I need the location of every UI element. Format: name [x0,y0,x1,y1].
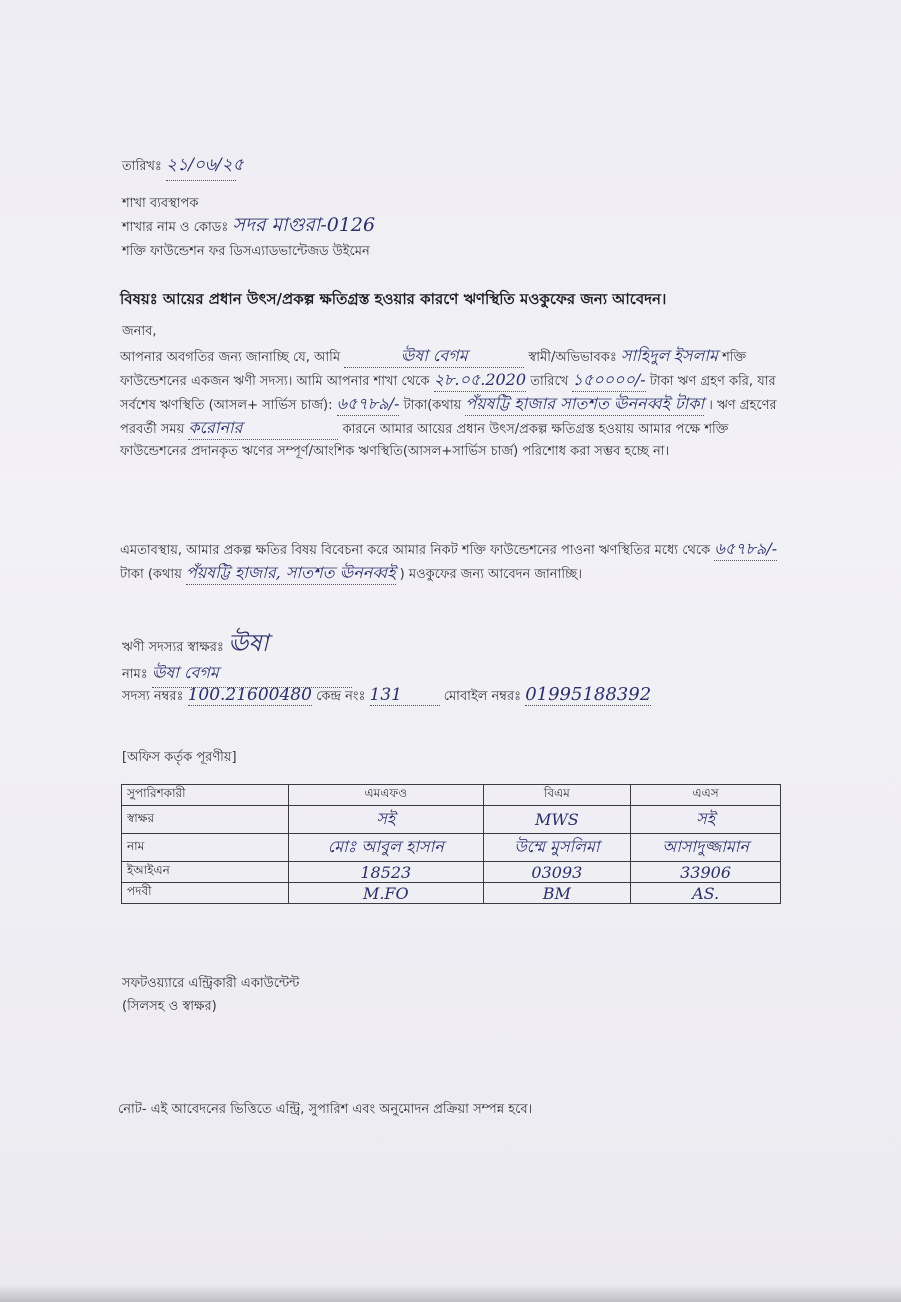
page-edge-shadow [0,1284,901,1302]
mobile-value: 01995188392 [525,684,652,705]
bm-signature: MWS [534,810,579,829]
table-row [122,834,781,862]
col-bm: বিএম [483,785,631,806]
p1-text-5: টাকা ঋণ গ্রহণ করি, যার সর্বশেষ ঋণস্থিতি (আসল+ সার্ভিস চার্জ): [120,374,776,413]
branch-label: শাখার নাম ও কোডঃ [122,220,229,235]
branch-line [122,211,375,243]
row-label-ein: ইআইএন [122,862,289,883]
row-label-designation: পদবী [122,883,289,904]
paragraph-one [120,345,786,463]
date-value: ২১/০৬/২৫ [166,152,236,181]
as-designation: AS. [692,883,720,903]
mobile-label: মোবাইল নম্বরঃ [443,689,522,704]
table-row [122,862,781,883]
accountant-seal-note: (সিলসহ ও স্বাক্ষর) [122,999,217,1014]
guardian-name-2: ইসলাম [673,346,718,365]
p1-text-6: টাকা(কথায় [403,398,462,413]
paragraph-two [120,538,786,586]
waiver-words: পঁয়ষট্টি হাজার, সাতশত ঊননব্বই [186,562,396,585]
to-line: শাখা ব্যবস্থাপক [122,196,199,211]
loan-amount: ১৫০০০০/- [572,369,645,392]
mfo-name: মোঃ আবুল হাসান [327,837,444,856]
col-mfo: এমএফও [289,785,484,806]
p1-text-3: শক্তি ফাউন্ডেশনের একজন ঋণী সদস্য। আমি আপনার শাখা থেকে [120,350,747,389]
member-number-value: 100.21600480 [187,685,312,705]
bm-ein: 03093 [531,862,583,882]
table-row [122,806,781,834]
balance-words: পঁয়ষট্টি হাজার সাতশত ঊননব্বই টাকা [465,393,704,416]
member-number-line [122,684,651,708]
office-table-header [122,785,781,806]
p1-text-2: স্বামী/অভিভাবকঃ [528,350,617,365]
p1-text-1: আপনার অবগতির জন্য জানাচ্ছি যে, আমি [120,350,341,365]
mfo-designation: M.FO [362,883,409,903]
balance-amount: ৬৫৭৮৯/- [337,393,400,416]
as-signature: সই [696,809,716,828]
mfo-signature: সই [376,809,396,828]
row-label-name: নাম [122,834,289,862]
center-value: 131 [370,685,440,706]
member-signature-line [122,625,269,665]
member-name-value: ঊষা বেগম [152,660,352,688]
guardian-name: সাহিদুল [620,346,670,365]
loan-date: ২৮.০৫.2020 [434,369,526,392]
bm-designation: BM [542,883,571,903]
member-number-label: সদস্য নম্বরঃ [122,689,184,704]
branch-value: সদর মাগুরা-0126 [232,214,376,236]
subject-line: বিষয়ঃ আয়ের প্রধান উৎস/প্রকল্প ক্ষতিগ্রস্ত হওয়ার কারণে ঋণস্থিতি মওকুফের জন্য আবেদন। [120,290,667,308]
member-signature-label: ঋণী সদস্যর স্বাক্ষরঃ [122,640,224,655]
accountant-title: সফটওয়্যারে এন্ট্রিকারী একাউন্টেন্ট [122,976,300,991]
col-as: এএস [631,785,781,806]
p2-text-2: টাকা (কথায় [120,567,182,582]
member-signature: ঊষা [227,629,269,657]
p2-text-1: এমতাবস্থায়, আমার প্রকল্প ক্ষতির বিষয় বিবেচনা করে আমার নিকট শক্তি ফাউন্ডেশনের পাওনা ঋণস্থিতির মধ্যে থেকে [120,543,711,558]
center-label: কেন্দ্র নংঃ [316,689,366,704]
mfo-ein: 18523 [360,862,412,882]
salutation: জনাব, [122,324,157,339]
table-row [122,883,781,904]
bm-name: উম্মে মুসলিমা [514,837,600,856]
date-label: তারিখঃ [122,159,162,174]
p1-text-4: তারিখে [530,374,569,389]
applicant-name: ঊষা বেগম [344,345,524,368]
org-name: শক্তি ফাউন্ডেশন ফর ডিসএ্যাডভান্টেজড উইমেন [122,244,370,259]
p1-text-7: । ঋণ গ্রহণের পরবর্তী সময় [120,398,777,437]
as-name: আসাদুজ্জামান [662,837,749,856]
col-recommender: সুপারিশকারী [122,785,289,806]
p2-text-3: ) মওকুফের জন্য আবেদন জানাচ্ছি। [399,567,583,582]
date-line [122,152,244,181]
p1-text-8: কারনে আমার আয়ের প্রধান উৎস/প্রকল্প ক্ষতিগ্রস্ত হওয়ায় আমার পক্ষে শক্তি ফাউন্ডেশনের প্রদানকৃত ঋণের সম্পূর্ণ/আংশিক ঋণস্থিতি(আসল+সার্ভিস চার্জ) পরিশোধ করা সম্ভব হচ্ছে না। [120,422,729,459]
member-name-label: নামঃ [122,667,148,682]
reason: করোনার [188,417,338,440]
row-label-signature: স্বাক্ষর [122,806,289,834]
office-table [121,784,781,904]
as-ein: 33906 [680,862,732,882]
office-heading: [অফিস কর্তৃক পূরণীয়] [122,750,237,765]
footer-note: নোট- এই আবেদনের ভিত্তিতে এন্ট্রি, সুপারিশ এবং অনুমোদন প্রক্রিয়া সম্পন্ন হবে। [118,1102,533,1117]
waiver-amount: ৬৫৭৮৯/- [714,538,777,561]
